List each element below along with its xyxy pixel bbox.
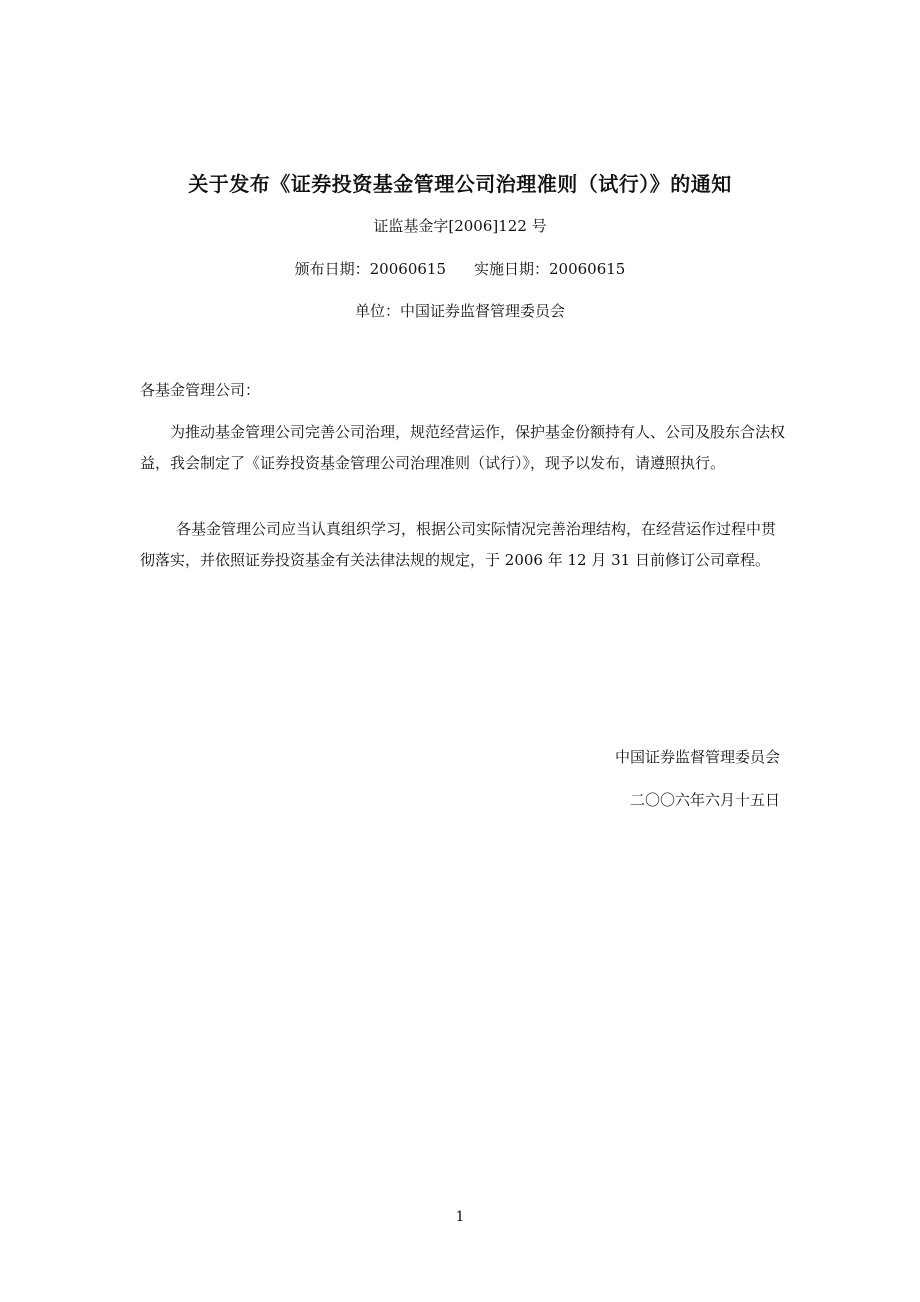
page-number: 1 xyxy=(455,1209,465,1225)
body-paragraph-1: 为推动基金管理公司完善公司治理，规范经营运作，保护基金份额持有人、公司及股东合法权益，我会制定了《证券投资基金管理公司治理准则（试行）》，现予以发布，请遵照执行。 xyxy=(140,423,786,472)
document-number: 证监基金字[2006]122 号 xyxy=(373,217,547,235)
issuing-unit: 单位：中国证券监督管理委员会 xyxy=(354,302,565,320)
effective-date: 实施日期：20060615 xyxy=(474,260,626,278)
document-title: 关于发布《证券投资基金管理公司治理准则（试行）》的通知 xyxy=(188,172,732,196)
dates-line xyxy=(0,258,920,279)
salutation: 各基金管理公司： xyxy=(140,381,261,399)
issue-date: 颁布日期：20060615 xyxy=(294,260,446,278)
signature-organization: 中国证券监督管理委员会 xyxy=(614,748,780,766)
signature-date: 二〇〇六年六月十五日 xyxy=(629,791,780,809)
body-paragraph-2: 各基金管理公司应当认真组织学习，根据公司实际情况完善治理结构，在经营运作过程中贯彻落实，并依照证券投资基金有关法律法规的规定，于 2006 年 12 月 31 日前修订公司章程。 xyxy=(140,520,777,569)
